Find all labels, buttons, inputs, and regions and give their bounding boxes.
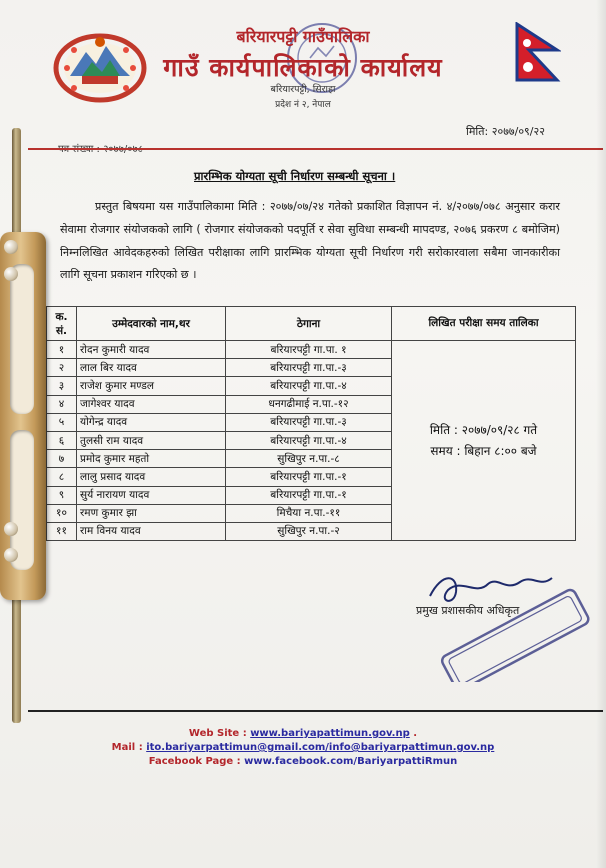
header-name: उम्मेदवारको नाम,थर bbox=[77, 307, 226, 341]
row-address: बरियारपट्टी गा.पा.-४ bbox=[226, 377, 392, 395]
row-address: बरियारपट्टी गा.पा.-१ bbox=[226, 486, 392, 504]
candidate-table bbox=[46, 306, 576, 541]
row-address: बरियारपट्टी गा.पा.-३ bbox=[226, 359, 392, 377]
header-address: ठेगाना bbox=[226, 307, 392, 341]
website-label: Web Site : bbox=[188, 728, 247, 739]
row-name: प्रमोद कुमार महतो bbox=[77, 450, 226, 468]
row-serial: ५ bbox=[47, 413, 77, 431]
row-serial: १० bbox=[47, 504, 77, 522]
row-name: लालु प्रसाद यादव bbox=[77, 468, 226, 486]
row-name: लाल बिर यादव bbox=[77, 359, 226, 377]
website-end: . bbox=[413, 728, 418, 739]
row-serial: ४ bbox=[47, 395, 77, 413]
signatory-title: प्रमुख प्रशासकीय अधिकृत bbox=[416, 604, 520, 617]
table-header-row bbox=[47, 307, 576, 341]
row-name: रोदन कुमारी यादव bbox=[77, 341, 226, 359]
header-exam-schedule: लिखित परीक्षा समय तालिका bbox=[392, 307, 576, 341]
row-serial: ९ bbox=[47, 486, 77, 504]
row-name: योगेन्द्र यादव bbox=[77, 413, 226, 431]
mail-link[interactable]: ito.bariyarpattimun@gmail.com/info@bariyarpattimun.gov.np bbox=[146, 742, 495, 753]
row-serial: २ bbox=[47, 359, 77, 377]
row-address: धनगढीमाई न.पा.-१२ bbox=[226, 395, 392, 413]
office-province: प्रदेश नं २, नेपाल bbox=[275, 100, 331, 110]
row-name: सुर्य नारायण यादव bbox=[77, 486, 226, 504]
exam-date: मिति : २०७७/०९/२८ गते bbox=[429, 422, 538, 437]
notice-title: प्रारम्भिक योग्यता सूची निर्धारण सम्बन्धी सूचना । bbox=[194, 169, 396, 183]
signature-and-stamp bbox=[402, 562, 592, 682]
row-address: बरियारपट्टी गा.पा.-१ bbox=[226, 468, 392, 486]
row-name: रमण कुमार झा bbox=[77, 504, 226, 522]
website-link[interactable]: www.bariyapattimun.gov.np bbox=[250, 728, 410, 739]
facebook-label: Facebook Page : bbox=[148, 756, 241, 767]
footer-mail bbox=[0, 742, 606, 753]
row-name: राजेश कुमार मण्डल bbox=[77, 377, 226, 395]
office-name: गाउँ कार्यपालिकाको कार्यालय bbox=[163, 53, 443, 82]
exam-schedule-cell bbox=[392, 341, 576, 541]
row-serial: ७ bbox=[47, 450, 77, 468]
footer-divider bbox=[28, 710, 603, 712]
municipality-name: बरियारपट्टी गाउँपालिका bbox=[236, 27, 370, 46]
row-address: बरियारपट्टी गा.पा. १ bbox=[226, 341, 392, 359]
footer-facebook bbox=[0, 756, 606, 767]
header-divider bbox=[28, 148, 603, 150]
row-serial: ८ bbox=[47, 468, 77, 486]
row-serial: १ bbox=[47, 341, 77, 359]
row-address: सुखिपुर न.पा.-२ bbox=[226, 522, 392, 540]
row-address: बरियारपट्टी गा.पा.-४ bbox=[226, 431, 392, 449]
exam-time: समय : बिहान ८:०० बजे bbox=[430, 443, 537, 458]
notice-body: प्रस्तुत बिषयमा यस गाउँपालिकामा मिति : २०७७/०७/२४ गतेको प्रकाशित विज्ञापन नं. ४/२०७७/०७८ अनुसार करार सेवामा रोजगार संयोजकको लागि ( रोजगार संयोजकको पदपूर्ति र सेवा सुविधा सम्बन्धी मापदण्ड, २०७६ प्रकरण ८ बमोजिम) निम्नलिखित आवेदकहरुको लिखित परीक्षाका लागि प्रारम्भिक योग्यता सूची निर्धारण गरी सरोकारवाला सबैमा जानकारीका लागि सूचना प्रकाशन गरिएको छ । bbox=[60, 200, 560, 282]
row-serial: ३ bbox=[47, 377, 77, 395]
row-name: तुलसी राम यादव bbox=[77, 431, 226, 449]
letter-date: मिति: २०७७/०९/२२ bbox=[466, 125, 545, 138]
office-location: बरियारपट्टी, सिराहा bbox=[270, 84, 336, 95]
header-serial: क. सं. bbox=[47, 307, 77, 341]
row-address: मिचैया न.पा.-११ bbox=[226, 504, 392, 522]
row-address: बरियारपट्टी गा.पा.-३ bbox=[226, 413, 392, 431]
mail-label: Mail : bbox=[111, 742, 143, 753]
row-name: जागेश्वर यादव bbox=[77, 395, 226, 413]
row-name: राम विनय यादव bbox=[77, 522, 226, 540]
footer-website bbox=[0, 728, 606, 739]
row-serial: ६ bbox=[47, 431, 77, 449]
row-address: सुखिपुर न.पा.-८ bbox=[226, 450, 392, 468]
table-row bbox=[47, 341, 576, 359]
file-clip-plate bbox=[0, 232, 46, 600]
facebook-link[interactable]: www.facebook.com/BariyarpattiRmun bbox=[244, 756, 458, 767]
row-serial: ११ bbox=[47, 522, 77, 540]
